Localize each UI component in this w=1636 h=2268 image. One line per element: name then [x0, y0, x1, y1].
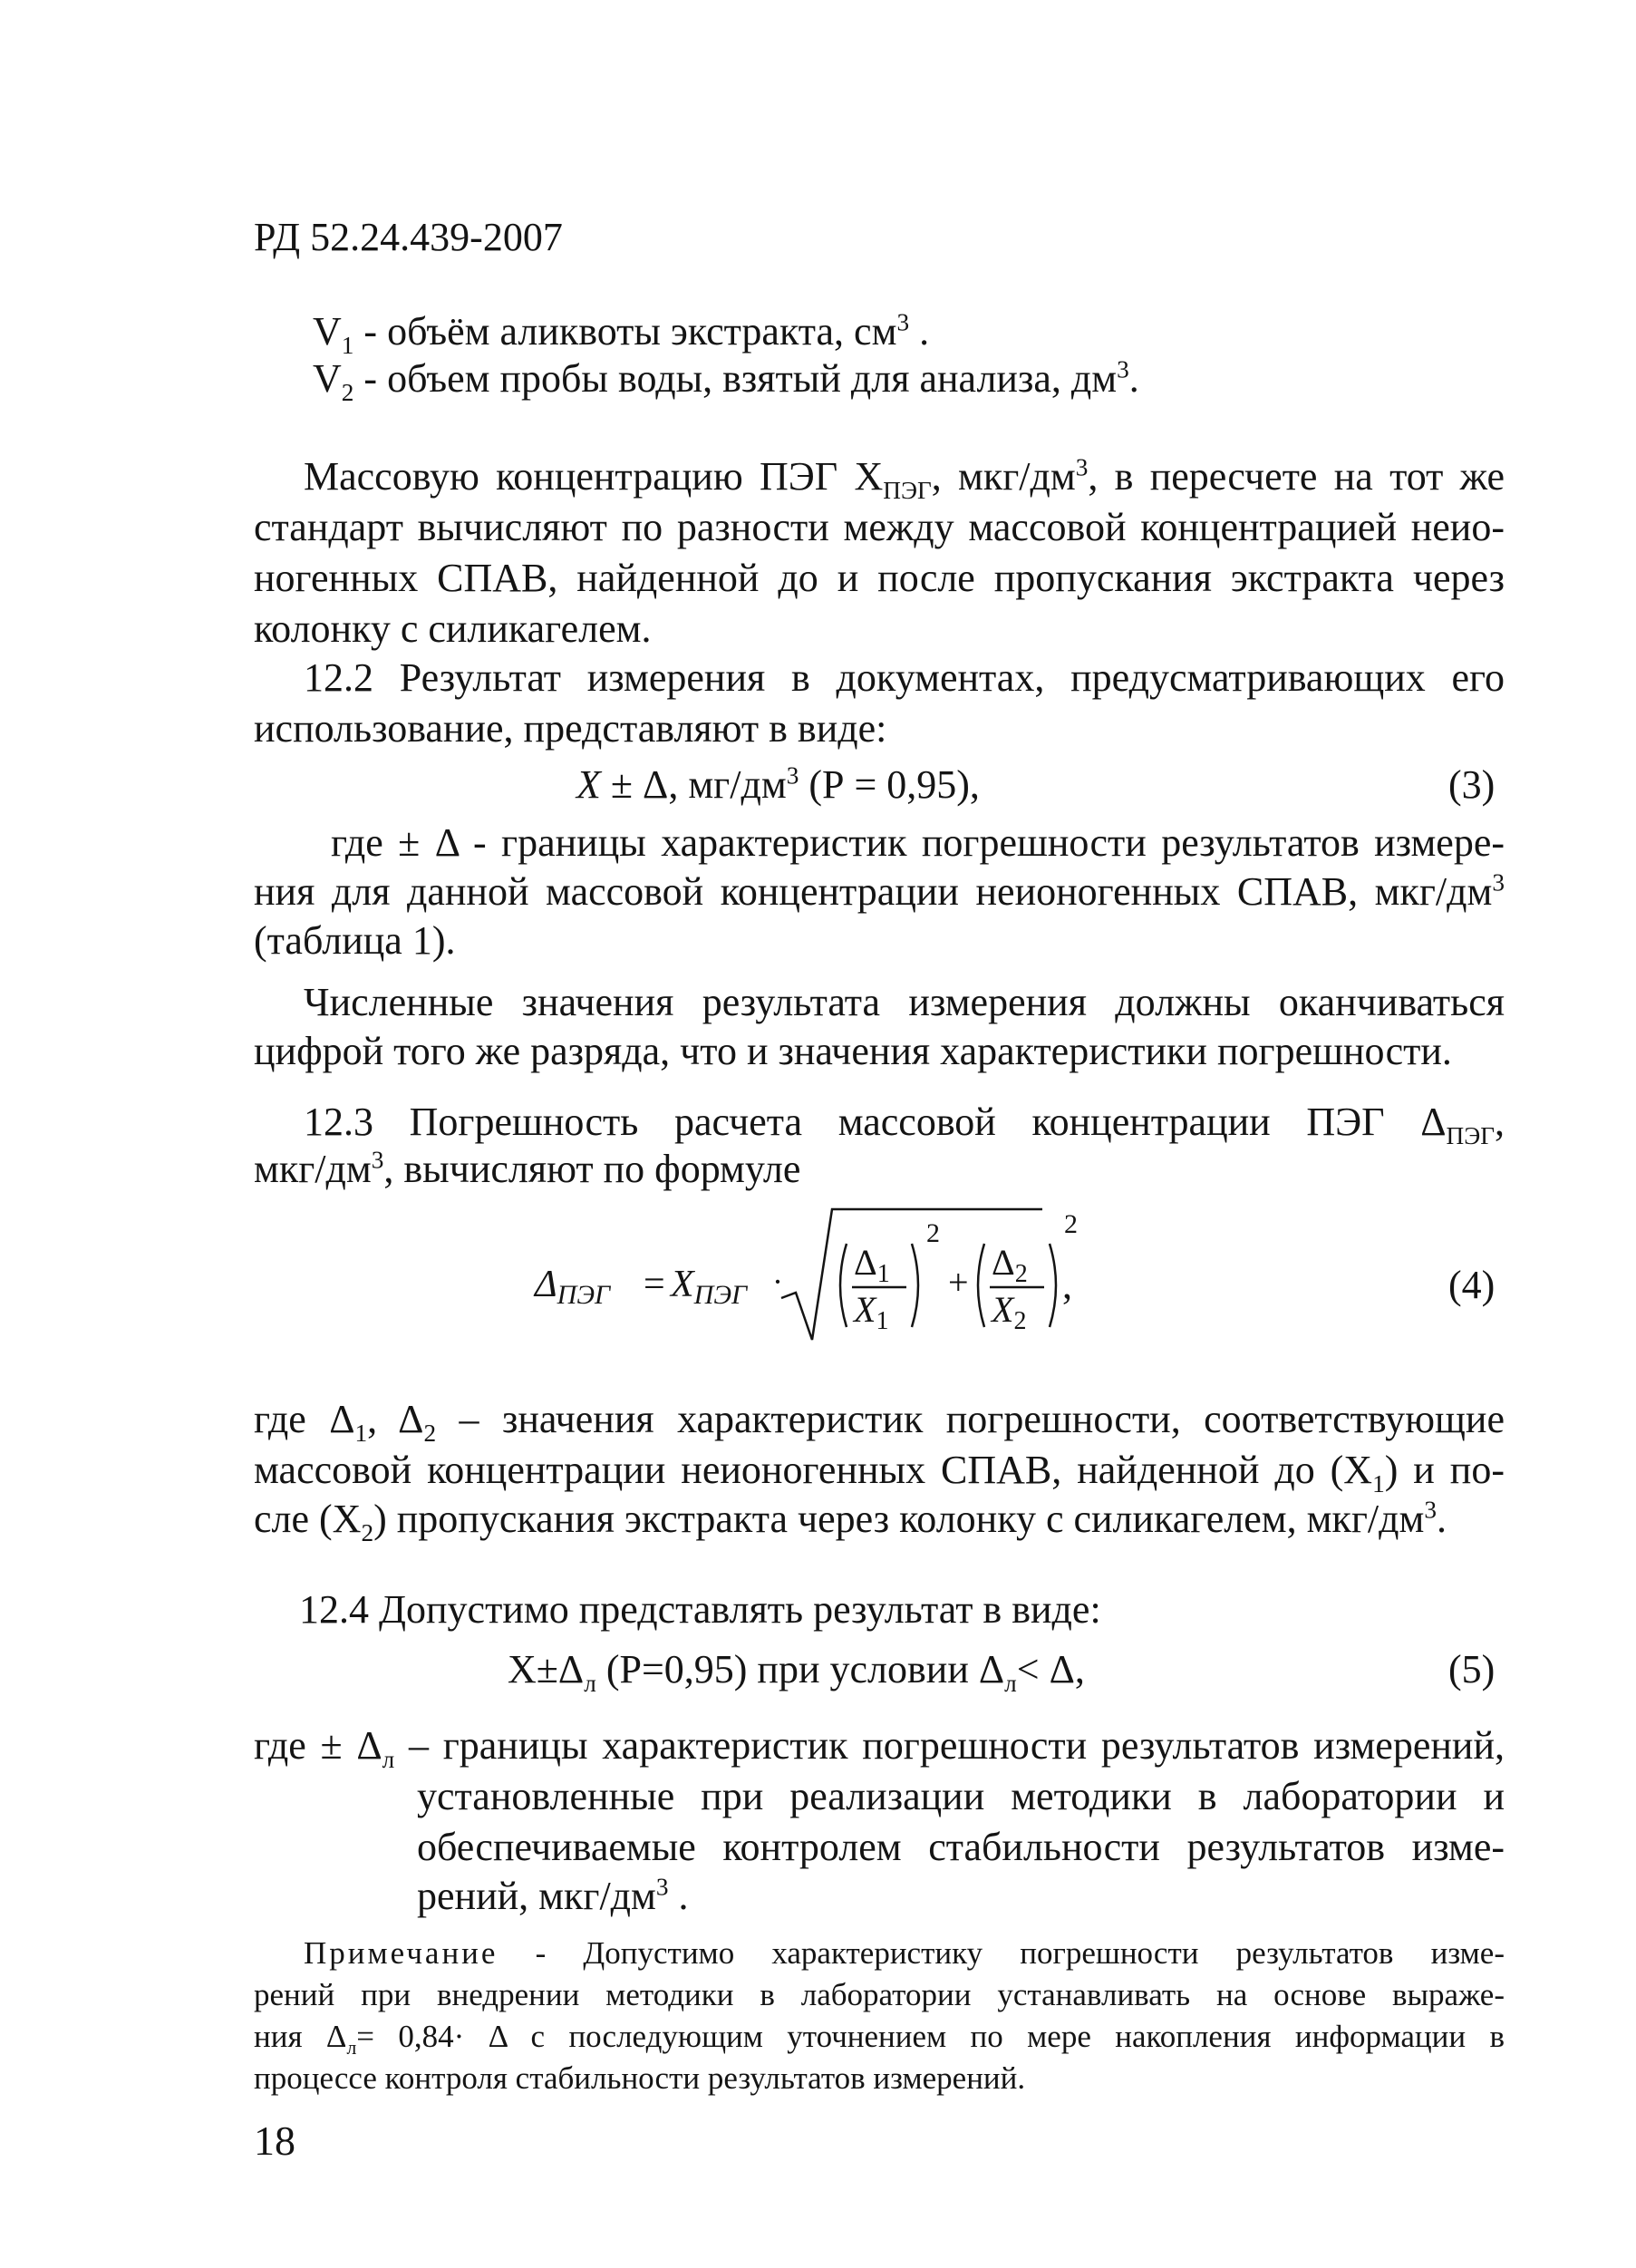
paragraph-line: установленные при реализации методики в лаборатории и	[417, 1774, 1505, 1818]
svg-text:·: ·	[772, 1264, 783, 1300]
paragraph-line: рений, мкг/$дм^3$ .	[417, 1873, 689, 1918]
paragraph-line: сле $(X_2)$ пропускания экстракта через колонку с силикагелем, мкг/$дм^3$.	[254, 1496, 1447, 1546]
note-line: ния $\Delta_л= 0,84\cdot \Delta$ с последующим уточнением по мере накопления информации в	[254, 2019, 1505, 2059]
definition-v1: $V_1$ - объём аликвоты экстракта, $см^3$ .	[313, 308, 930, 359]
paragraph-line: ногенных СПАВ, найденной до и после пропускания экстракта через	[254, 556, 1505, 600]
left-paren	[978, 1244, 984, 1327]
equation-number: (5)	[1448, 1647, 1496, 1691]
equation-3: X ± Δ, $мг/дм^3$ (Р = 0,95),	[576, 761, 980, 807]
paragraph-line: ния для данной массовой концентрации неионогенных СПАВ, мкг/$дм^3$	[254, 868, 1505, 914]
svg-text:ΔПЭГ: ΔПЭГ	[535, 1264, 611, 1310]
left-paren	[840, 1244, 847, 1327]
section-12-3-line: мкг/$дм^3$, вычисляют по формуле	[254, 1146, 801, 1191]
note-label: Примечание	[304, 1935, 499, 1971]
svg-text:X1: $X_1$	[854, 1289, 889, 1335]
right-paren	[1050, 1244, 1056, 1327]
document-header: РД 52.24.439-2007	[254, 215, 563, 259]
paragraph-line: где ± Δ - границы характеристик погрешности результатов измере-	[331, 820, 1505, 865]
note-line: Примечание - Допустимо характеристику погрешности результатов изме-	[304, 1935, 1505, 1971]
svg-text:Δ1: $\Delta_1$	[854, 1242, 890, 1288]
svg-text:=: =	[644, 1264, 665, 1305]
definition-v2: $V_2$ - объем пробы воды, взятый для анализа, $дм^3$.	[313, 355, 1139, 406]
section-12-2-line: 12.2 Результат измерения в документах, предусматривающих его	[304, 655, 1505, 700]
svg-text:+: +	[948, 1262, 969, 1303]
note-line: процессе контроля стабильности результатов измерений.	[254, 2060, 1026, 2096]
paragraph-line: обеспечиваемые контролем стабильности результатов изме-	[417, 1825, 1505, 1869]
equation-5: $X\pm\Delta_л$ (Р=0,95) при условии $\Delta_л< \Delta$,	[508, 1647, 1085, 1697]
equation-4	[508, 1197, 1088, 1351]
paragraph-line: где ± $\Delta_л$ – границы характеристик погрешности результатов измерений,	[254, 1723, 1505, 1773]
paragraph-line: Численные значения результата измерения должны оканчиваться	[304, 980, 1505, 1024]
svg-text:X2: $X_2$	[992, 1289, 1027, 1335]
equation-number: (4)	[1448, 1263, 1496, 1307]
svg-text:Δ2: $\Delta_2$	[992, 1242, 1028, 1288]
paragraph-line: Массовую концентрацию ПЭГ $Х_{ПЭГ}$, мкг/$дм^3$, в пересчете на тот же	[304, 453, 1505, 504]
note-line: рений при внедрении методики в лаборатории устанавливать на основе выраже-	[254, 1977, 1505, 2012]
paragraph-line: колонку с силикагелем.	[254, 606, 652, 651]
section-12-3-line: 12.3 Погрешность расчета массовой концентрации ПЭГ $\Delta_{ПЭГ}$,	[304, 1100, 1505, 1149]
paragraph-line: цифрой того же разряда, что и значения характеристики погрешности.	[254, 1029, 1452, 1073]
svg-text:XПЭГ: XПЭГ	[671, 1264, 748, 1310]
paragraph-line: где $\Delta_1$, $\Delta_2$ – значения характеристик погрешности, соответствующие	[254, 1397, 1505, 1447]
paragraph-line: (таблица 1).	[254, 918, 456, 963]
equation-4-comma: ,	[1062, 1263, 1072, 1307]
section-12-2-line: использование, представляют в виде:	[254, 706, 887, 751]
svg-text:2: 2	[1064, 1209, 1078, 1239]
page-number: 18	[254, 2118, 295, 2164]
svg-text:2: 2	[926, 1218, 940, 1248]
equation-number: (3)	[1448, 762, 1496, 807]
section-12-4-line: 12.4 Допустимо представлять результат в виде:	[299, 1587, 1101, 1632]
paragraph-line: массовой концентрации неионогенных СПАВ, найденной до $(X_1)$ и по-	[254, 1448, 1505, 1497]
paragraph-line: стандарт вычисляют по разности между массовой концентрацией неио-	[254, 505, 1505, 549]
right-paren	[912, 1244, 918, 1327]
